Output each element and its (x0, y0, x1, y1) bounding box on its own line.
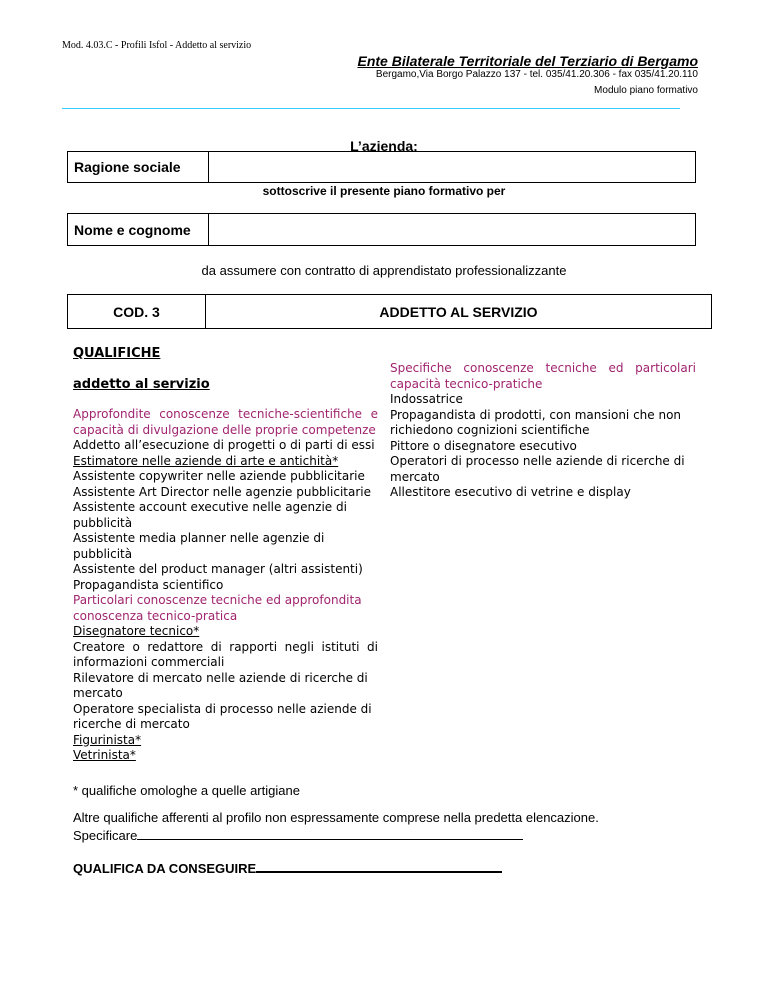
nome-cognome-label: Nome e cognome (68, 214, 209, 245)
qualifica-item: richiedono cognizioni scientifiche (390, 423, 590, 437)
qualifiche-heading: QUALIFICHE (73, 346, 161, 361)
qualifica-item: pubblicità (73, 515, 133, 530)
qualifiche-right-column (390, 361, 696, 501)
profile-code-row (67, 294, 712, 329)
form-type: Modulo piano formativo (594, 85, 698, 96)
qualifica-item: Addetto all’esecuzione di progetti o di parti di essi (73, 438, 375, 452)
profile-code: COD. 3 (68, 295, 206, 328)
qualifica-item: Vetrinista* (73, 748, 136, 762)
qualifica-field[interactable] (256, 859, 502, 873)
ragione-sociale-row (67, 151, 696, 183)
qualifica-item: Operatori di processo nelle aziende di ricerche di (390, 454, 685, 468)
qualifica-item: Assistente media planner nelle agenzie di pubblicità (73, 531, 325, 561)
qualifica-item: informazioni commerciali (73, 655, 225, 669)
organization-name: Ente Bilaterale Territoriale del Terziario di Bergamo (357, 53, 698, 69)
contract-text: da assumere con contratto di apprendistato professionalizzante (201, 263, 567, 278)
footnote: * qualifiche omologhe a quelle artigiane (73, 783, 300, 798)
qualifica-row (73, 859, 502, 876)
specificare-label: Specificare (73, 828, 138, 843)
qualifica-item: Assistente copywriter nelle aziende pubblicitarie (73, 469, 365, 483)
category-line: capacità tecnico-pratiche (390, 376, 543, 391)
qualifica-item: Propagandista di prodotti, con mansioni che non (390, 407, 682, 422)
qualifica-item: ricerche di mercato (73, 717, 190, 731)
category-line: conoscenza tecnico-pratica (73, 608, 238, 623)
qualifica-item: Creatore o redattore di rapporti negli istituti di (73, 639, 378, 654)
qualifica-item: Assistente account executive nelle agenzie di (73, 500, 347, 514)
qualifica-item: Disegnatore tecnico* (73, 624, 200, 638)
module-code: Mod. 4.03.C - Profili Isfol - Addetto al servizio (62, 40, 252, 51)
qualifiche-left-column (73, 407, 378, 764)
qualifica-label: QUALIFICA DA CONSEGUIRE (73, 861, 257, 876)
qualifica-item: Allestitore esecutivo di vetrine e display (390, 485, 631, 499)
sottoscrive-text: sottoscrive il presente piano formativo per (262, 184, 506, 198)
qualifica-item: Assistente del product manager (altri assistenti) (73, 562, 363, 576)
qualifica-item: Assistente Art Director nelle agenzie pubblicitarie (73, 484, 371, 499)
qualifica-item: Figurinista* (73, 732, 142, 747)
specificare-field[interactable] (137, 827, 523, 840)
qualifica-item: Indossatrice (390, 392, 463, 406)
qualifica-item: Propagandista scientifico (73, 577, 224, 592)
ragione-sociale-label: Ragione sociale (68, 152, 209, 182)
altre-qualifiche-text: Altre qualifiche afferenti al profilo non espressamente comprese nella predetta elencazione. (73, 810, 599, 825)
azienda-heading: L’azienda: (350, 138, 418, 154)
qualifica-item: Estimatore nelle aziende di arte e antichità* (73, 453, 339, 468)
qualifica-item: Pittore o disegnatore esecutivo (390, 438, 577, 453)
category-line: Specifiche conoscenze tecniche ed particolari (390, 361, 696, 375)
qualifiche-subheading: addetto al servizio (73, 377, 210, 392)
header-divider (62, 108, 680, 109)
nome-cognome-field[interactable] (209, 214, 695, 245)
nome-cognome-row (67, 213, 696, 246)
category-line: Particolari conoscenze tecniche ed approfondita (73, 593, 362, 607)
category-line: capacità di divulgazione delle proprie competenze (73, 422, 376, 437)
profile-title: ADDETTO AL SERVIZIO (379, 303, 538, 320)
ragione-sociale-field[interactable] (209, 152, 695, 182)
qualifica-item: Rilevatore di mercato nelle aziende di ricerche di (73, 670, 368, 685)
qualifica-item: mercato (390, 469, 440, 484)
qualifica-item: mercato (73, 686, 123, 700)
organization-address: Bergamo,Via Borgo Palazzo 137 - tel. 035/41.20.306 - fax 035/41.20.110 (375, 69, 698, 80)
specificare-row (73, 827, 523, 843)
qualifica-item: Operatore specialista di processo nelle aziende di (73, 701, 372, 716)
category-line: Approfondite conoscenze tecniche-scientifiche e (73, 407, 378, 421)
